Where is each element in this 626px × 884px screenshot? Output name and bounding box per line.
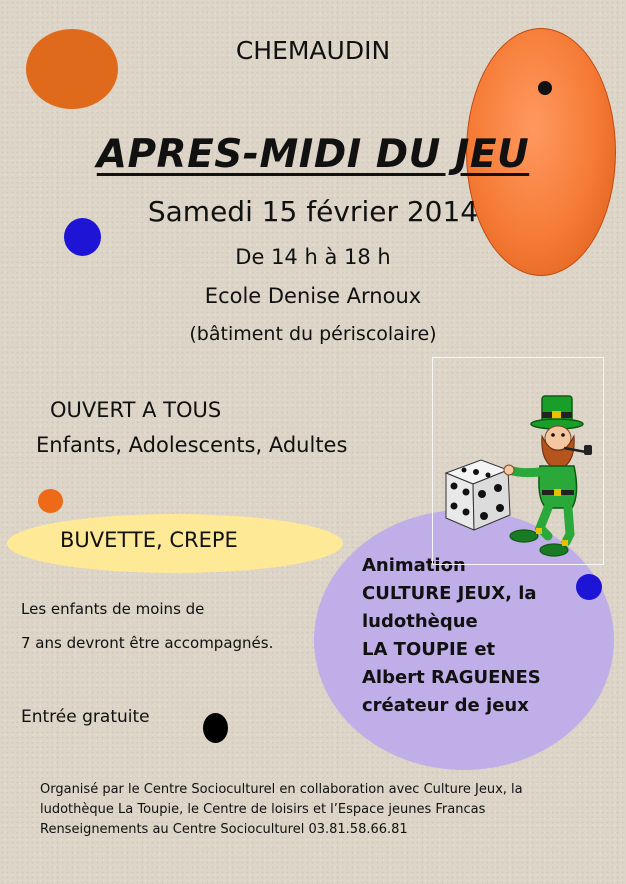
footer-line: Renseignements au Centre Socioculturel 03.81.58.66.81 xyxy=(40,822,408,837)
decorative-black-dot xyxy=(203,713,228,743)
entry-free: Entrée gratuite xyxy=(21,707,150,727)
event-title-text: APRES-MIDI DU JEU xyxy=(96,132,530,177)
animation-line: Animation xyxy=(362,555,466,576)
leprechaun-with-dice-icon xyxy=(436,378,604,568)
decorative-black-dot xyxy=(538,81,552,95)
footer xyxy=(40,780,600,840)
event-time: De 14 h à 18 h xyxy=(235,245,391,269)
event-venue: Ecole Denise Arnoux xyxy=(204,284,422,308)
kids-notice-line: Les enfants de moins de xyxy=(21,600,205,618)
animation-line: LA TOUPIE et xyxy=(362,639,496,660)
buvette-label: BUVETTE, CREPE xyxy=(60,528,238,552)
kids-notice-line: 7 ans devront être accompagnés. xyxy=(21,634,274,652)
event-building: (bâtiment du périscolaire) xyxy=(189,323,437,345)
town-name: CHEMAUDIN xyxy=(235,36,391,65)
die-icon xyxy=(446,460,510,530)
decorative-orange-dot xyxy=(38,489,63,513)
audience: Enfants, Adolescents, Adultes xyxy=(36,433,348,457)
event-title xyxy=(0,132,626,177)
animation-line: créateur de jeux xyxy=(362,695,529,716)
animation-line: ludothèque xyxy=(362,611,478,632)
open-to-all: OUVERT A TOUS xyxy=(50,398,222,422)
footer-line: Organisé par le Centre Socioculturel en collaboration avec Culture Jeux, la xyxy=(40,782,523,797)
animation-line: CULTURE JEUX, la xyxy=(362,583,537,604)
animation-line: Albert RAGUENES xyxy=(362,667,541,688)
animation-text xyxy=(362,552,602,720)
event-date: Samedi 15 février 2014 xyxy=(147,195,479,228)
footer-line: ludothèque La Toupie, le Centre de loisirs et l’Espace jeunes Francas xyxy=(40,802,486,817)
